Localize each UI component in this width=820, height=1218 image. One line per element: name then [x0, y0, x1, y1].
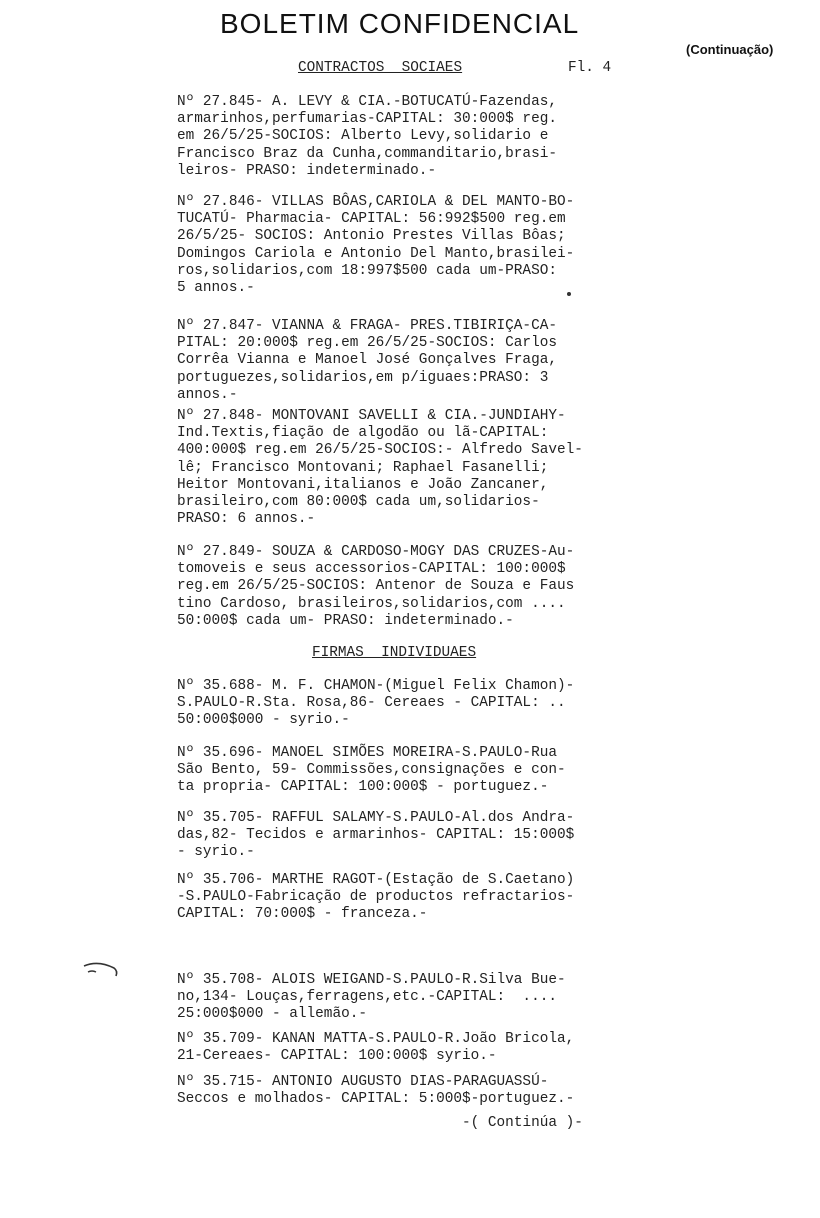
entry-line: Nº 35.715- ANTONIO AUGUSTO DIAS-PARAGUASSÚ- — [177, 1074, 549, 1090]
section-heading-contractos: CONTRACTOS SOCIAES — [298, 60, 463, 76]
entry-line: Nº 35.708- ALOIS WEIGAND-S.PAULO-R.Silva Bue- — [177, 972, 566, 988]
entry-line: Francisco Braz da Cunha,commanditario,brasi- — [177, 145, 557, 162]
entry-line: tomoveis e seus accessorios-CAPITAL: 100:000$ — [177, 561, 566, 578]
ink-speck — [567, 292, 571, 296]
continuation-note: (Continuação) — [686, 42, 774, 57]
entry-line: 5 annos.- — [177, 280, 255, 297]
entry-line: Nº 35.706- MARTHE RAGOT-(Estação de S.Caetano) — [177, 872, 575, 888]
entry-line: Heitor Montovani,italianos e João Zancaner, — [177, 476, 549, 493]
entry-line: leiros- PRASO: indeterminado.- — [177, 162, 437, 179]
entry-line: 26/5/25- SOCIOS: Antonio Prestes Villas Bôas; — [177, 228, 566, 245]
entry-line: - syrio.- — [177, 844, 255, 861]
entry-line: Nº 27.845- A. LEVY & CIA.-BOTUCATÚ-Fazendas, — [177, 94, 557, 110]
entry-line: 25:000$000 - allemão.- — [177, 1006, 367, 1023]
entry-line: portuguezes,solidarios,em p/iguaes:PRASO: 3 — [177, 369, 549, 386]
firm-entry — [177, 972, 647, 1024]
firm-entry — [177, 1074, 647, 1108]
entry-line: tino Cardoso, brasileiros,solidarios,com .... — [177, 595, 566, 612]
entry-line: 50:000$ cada um- PRASO: indeterminado.- — [177, 612, 514, 629]
entry-line: ta propria- CAPITAL: 100:000$ - portuguez.- — [177, 779, 549, 796]
margin-pen-mark — [80, 958, 124, 982]
entry-line: Corrêa Vianna e Manoel José Gonçalves Fraga, — [177, 352, 557, 369]
firm-entry — [177, 810, 647, 862]
entry-line: S.PAULO-R.Sta. Rosa,86- Cereaes - CAPITAL: .. — [177, 695, 566, 712]
contract-entry — [177, 194, 647, 297]
firm-entry — [177, 678, 647, 730]
firm-entry — [177, 1031, 647, 1065]
entry-line: ros,solidarios,com 18:997$500 cada um-PRASO: — [177, 262, 557, 279]
entry-line: Nº 27.847- VIANNA & FRAGA- PRES.TIBIRIÇA-CA- — [177, 318, 557, 334]
entry-line: Nº 35.709- KANAN MATTA-S.PAULO-R.João Bricola, — [177, 1031, 575, 1047]
firm-entry — [177, 872, 647, 924]
entry-line: -S.PAULO-Fabricação de productos refractarios- — [177, 889, 575, 906]
entry-line: TUCATÚ- Pharmacia- CAPITAL: 56:992$500 reg.em — [177, 211, 566, 228]
continues-marker: -( Continúa )- — [462, 1115, 583, 1131]
entry-line: reg.em 26/5/25-SOCIOS: Antenor de Souza e Faus — [177, 578, 575, 595]
folio-number: Fl. 4 — [568, 60, 612, 76]
entry-line: Nº 27.848- MONTOVANI SAVELLI & CIA.-JUNDIAHY- — [177, 408, 566, 424]
entry-line: 21-Cereaes- CAPITAL: 100:000$ syrio.- — [177, 1048, 497, 1065]
contract-entry — [177, 94, 647, 180]
entry-line: 400:000$ reg.em 26/5/25-SOCIOS:- Alfredo Savel- — [177, 442, 583, 459]
entry-line: São Bento, 59- Commissões,consignações e con- — [177, 762, 566, 779]
entry-line: em 26/5/25-SOCIOS: Alberto Levy,solidario e — [177, 128, 549, 145]
entry-line: annos.- — [177, 386, 238, 403]
entry-line: Nº 35.705- RAFFUL SALAMY-S.PAULO-Al.dos Andra- — [177, 810, 575, 826]
entry-line: Domingos Cariola e Antonio Del Manto,brasilei- — [177, 245, 575, 262]
entry-line: PRASO: 6 annos.- — [177, 511, 316, 528]
contract-entry — [177, 408, 647, 528]
contract-entry — [177, 544, 647, 630]
entry-line: das,82- Tecidos e armarinhos- CAPITAL: 15:000$ — [177, 827, 575, 844]
firm-entry — [177, 745, 647, 797]
entry-line: Nº 35.688- M. F. CHAMON-(Miguel Felix Chamon)- — [177, 678, 575, 694]
contract-entry — [177, 318, 647, 404]
entry-line: Nº 35.696- MANOEL SIMÕES MOREIRA-S.PAULO-Rua — [177, 745, 557, 761]
entry-line: CAPITAL: 70:000$ - franceza.- — [177, 906, 428, 923]
section-heading-firmas: FIRMAS INDIVIDUAES — [312, 645, 477, 661]
entry-line: Nº 27.849- SOUZA & CARDOSO-MOGY DAS CRUZES-Au- — [177, 544, 575, 560]
document-title: BOLETIM CONFIDENCIAL — [220, 8, 580, 39]
entry-line: 50:000$000 - syrio.- — [177, 712, 350, 729]
entry-line: lê; Francisco Montovani; Raphael Fasanelli; — [177, 459, 549, 476]
entry-line: no,134- Louças,ferragens,etc.-CAPITAL: .... — [177, 989, 557, 1006]
entry-line: Seccos e molhados- CAPITAL: 5:000$-portuguez.- — [177, 1091, 575, 1108]
entry-line: Nº 27.846- VILLAS BÔAS,CARIOLA & DEL MANTO-BO- — [177, 194, 575, 210]
entry-line: Ind.Textis,fiação de algodão ou lã-CAPITAL: — [177, 425, 549, 442]
entry-line: brasileiro,com 80:000$ cada um,solidarios- — [177, 494, 540, 511]
entry-line: armarinhos,perfumarias-CAPITAL: 30:000$ reg. — [177, 111, 557, 128]
entry-line: PITAL: 20:000$ reg.em 26/5/25-SOCIOS: Carlos — [177, 335, 557, 352]
